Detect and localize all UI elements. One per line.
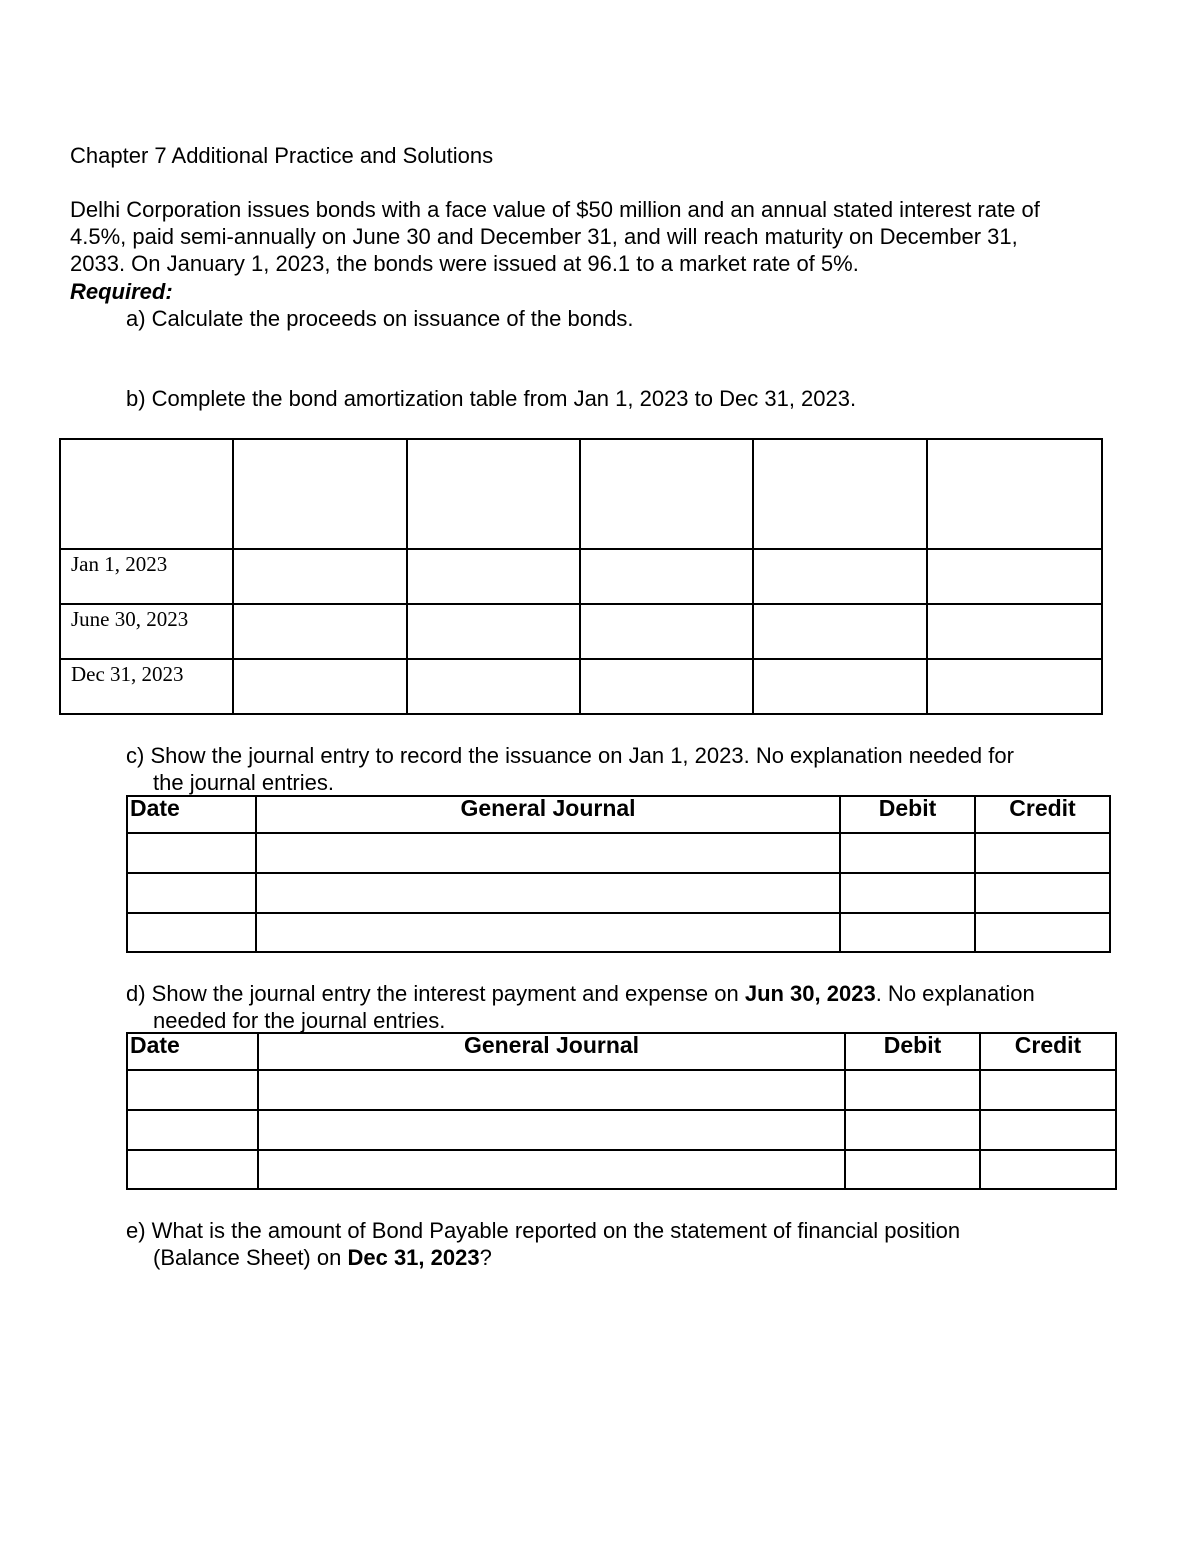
journal-account-cell[interactable] [256,833,840,873]
journal-header-date: Date [127,1033,258,1070]
journal-debit-cell[interactable] [840,833,975,873]
amortization-row [60,604,1102,659]
journal-credit-cell[interactable] [980,1070,1116,1110]
journal-date-cell[interactable] [127,833,256,873]
journal-row [127,913,1110,952]
question-c-line-1: c) Show the journal entry to record the issuance on Jan 1, 2023. No explanation needed for [126,743,1014,768]
question-d-text: d) Show the journal entry the interest payment and expense on [126,981,745,1006]
journal-header-general-journal: General Journal [256,796,840,833]
journal-credit-cell[interactable] [975,873,1110,913]
amortization-table [59,438,1103,715]
question-e-line-1: e) What is the amount of Bond Payable reported on the statement of financial position [126,1218,961,1243]
amortization-cell[interactable] [927,659,1102,714]
journal-date-cell[interactable] [127,873,256,913]
amortization-cell[interactable] [753,659,927,714]
question-d-tail: . No explanation [875,981,1035,1006]
question-c-line-2: the journal entries. [153,770,334,795]
question-e-tail: ? [479,1245,492,1270]
question-d-date: Jun 30, 2023 [744,981,876,1006]
question-b: b) Complete the bond amortization table from Jan 1, 2023 to Dec 31, 2023. [126,386,857,411]
problem-line-1: Delhi Corporation issues bonds with a face value of $50 million and an annual stated interest rate of [70,197,1040,222]
amortization-header-cell[interactable] [927,439,1102,549]
journal-credit-cell[interactable] [975,913,1110,952]
amortization-cell[interactable] [407,659,580,714]
journal-header-credit: Credit [980,1033,1116,1070]
journal-row [127,1110,1116,1150]
journal-date-cell[interactable] [127,1110,258,1150]
amortization-cell[interactable] [233,604,407,659]
amortization-cell[interactable] [580,659,753,714]
amortization-cell[interactable] [927,549,1102,604]
journal-account-cell[interactable] [256,913,840,952]
journal-credit-cell[interactable] [975,833,1110,873]
journal-debit-cell[interactable] [845,1150,980,1189]
question-e-line-2 [153,1244,492,1271]
amortization-header-cell[interactable] [407,439,580,549]
journal-date-cell[interactable] [127,1150,258,1189]
journal-date-cell[interactable] [127,913,256,952]
journal-table-interest [126,1032,1117,1190]
journal-row [127,1150,1116,1189]
amortization-cell[interactable] [233,659,407,714]
journal-row [127,1070,1116,1110]
journal-date-cell[interactable] [127,1070,258,1110]
required-label: Required: [70,279,173,304]
amortization-date-cell: Dec 31, 2023 [60,659,233,714]
amortization-cell[interactable] [580,549,753,604]
question-d-line-1 [126,980,1035,1007]
journal-debit-cell[interactable] [840,913,975,952]
problem-line-3: 2033. On January 1, 2023, the bonds were issued at 96.1 to a market rate of 5%. [70,251,859,276]
journal-debit-cell[interactable] [845,1070,980,1110]
journal-row [127,833,1110,873]
amortization-cell[interactable] [407,549,580,604]
journal-header-debit: Debit [840,796,975,833]
amortization-header-cell[interactable] [60,439,233,549]
amortization-header-cell[interactable] [580,439,753,549]
amortization-row [60,659,1102,714]
journal-debit-cell[interactable] [840,873,975,913]
journal-header-row [127,1033,1116,1070]
amortization-cell[interactable] [233,549,407,604]
journal-header-date: Date [127,796,256,833]
amortization-date-cell: June 30, 2023 [60,604,233,659]
journal-account-cell[interactable] [258,1070,845,1110]
amortization-header-row [60,439,1102,549]
page-title: Chapter 7 Additional Practice and Solutions [70,143,494,168]
amortization-date-cell: Jan 1, 2023 [60,549,233,604]
question-e-text: (Balance Sheet) on [153,1245,348,1270]
journal-credit-cell[interactable] [980,1150,1116,1189]
amortization-cell[interactable] [753,604,927,659]
journal-account-cell[interactable] [256,873,840,913]
question-a: a) Calculate the proceeds on issuance of the bonds. [126,306,634,331]
amortization-cell[interactable] [580,604,753,659]
amortization-cell[interactable] [927,604,1102,659]
amortization-cell[interactable] [753,549,927,604]
problem-line-2: 4.5%, paid semi-annually on June 30 and December 31, and will reach maturity on December 31, [70,224,1018,249]
journal-row [127,873,1110,913]
journal-header-row [127,796,1110,833]
journal-credit-cell[interactable] [980,1110,1116,1150]
journal-debit-cell[interactable] [845,1110,980,1150]
journal-account-cell[interactable] [258,1150,845,1189]
journal-header-general-journal: General Journal [258,1033,845,1070]
amortization-header-cell[interactable] [753,439,927,549]
question-e-date: Dec 31, 2023 [347,1245,480,1270]
journal-header-credit: Credit [975,796,1110,833]
journal-header-debit: Debit [845,1033,980,1070]
amortization-cell[interactable] [407,604,580,659]
journal-account-cell[interactable] [258,1110,845,1150]
amortization-header-cell[interactable] [233,439,407,549]
amortization-row [60,549,1102,604]
journal-table-issuance [126,795,1111,953]
question-d-line-2: needed for the journal entries. [153,1008,446,1033]
